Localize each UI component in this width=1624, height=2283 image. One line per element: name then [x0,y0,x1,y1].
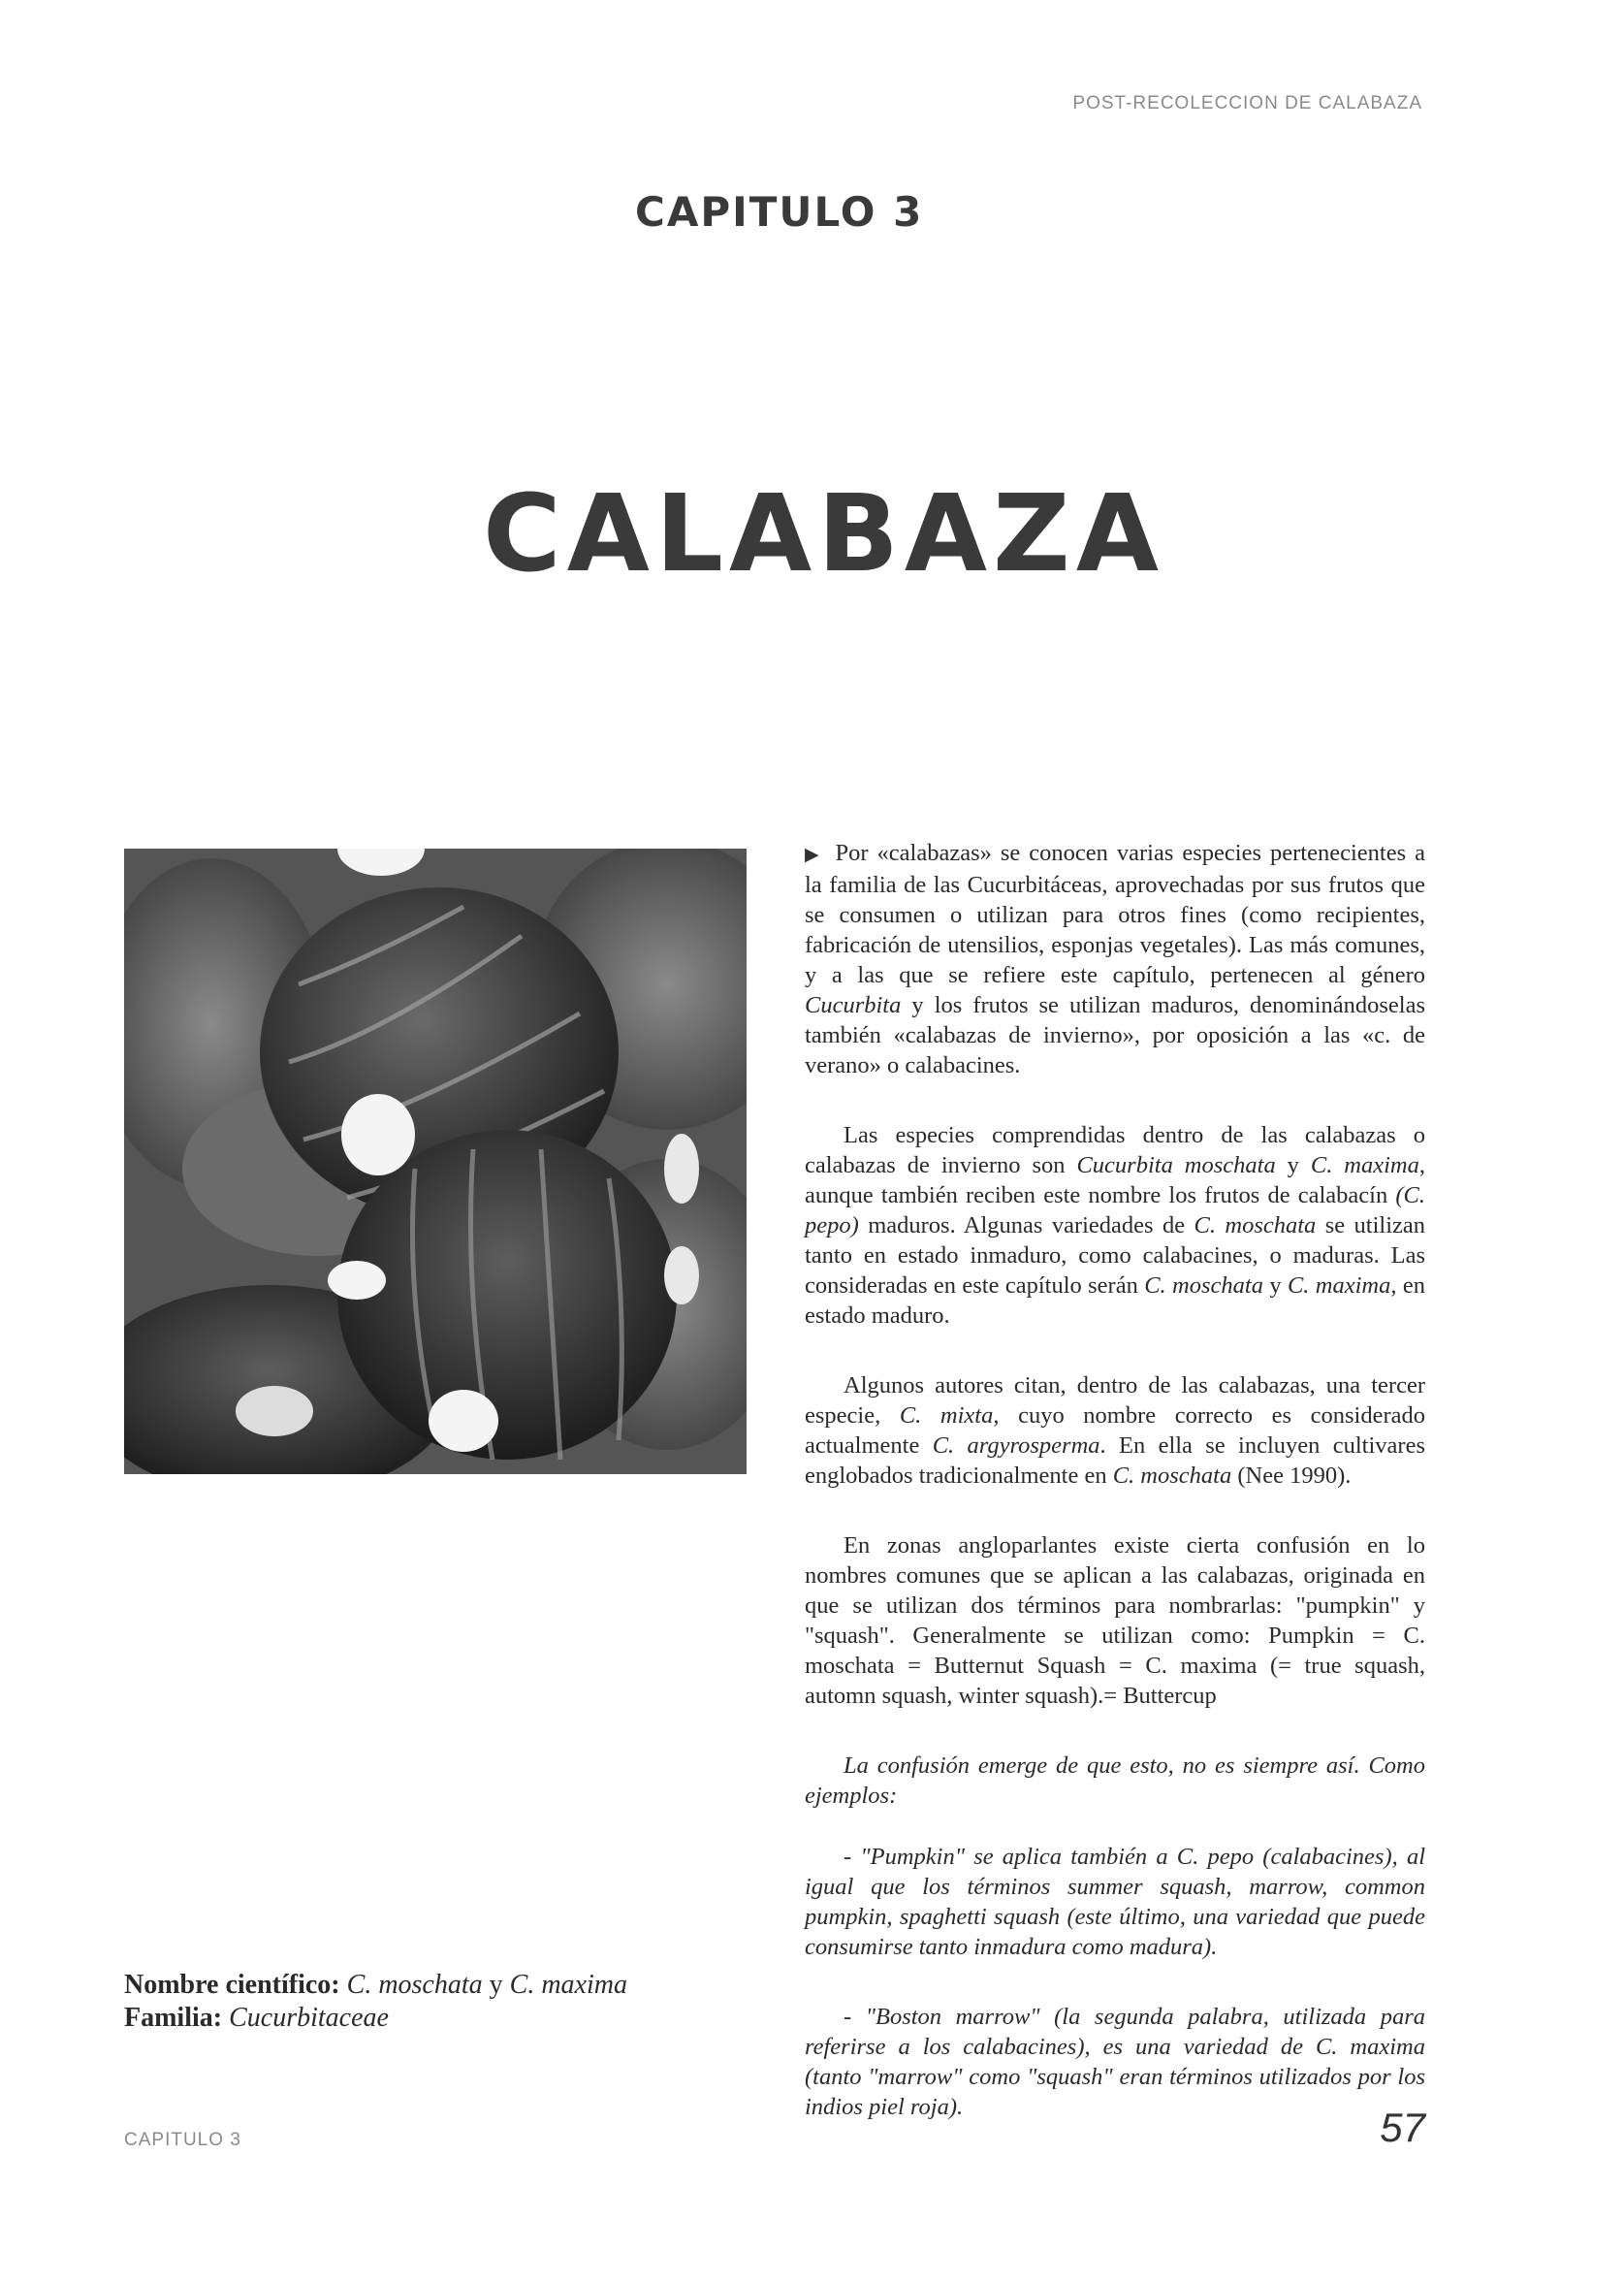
body-text [805,838,1425,2162]
bullet-arrow-icon: ▶ [805,844,822,865]
page-number: 57 [1380,2105,1425,2150]
paragraph-intro: ▶ Por «calabazas» se conocen varias especies pertenecientes a la familia de las Cucurbitáceas, aprovechadas por sus frutos que se consumen o utilizan para otros fines (como recipientes, fabricación de utensilios, esponjas vegetales). Las más comunes, y a las que se refiere este capítulo, pertenecen al género Cucurbita y los frutos se utilizan maduros, denominándoselas también «calabazas de invierno», por oposición a las «c. de verano» o calabacines. [805,840,1425,1078]
page-title: CALABAZA [483,471,1164,595]
running-head: POST-RECOLECCION DE CALABAZA [1072,93,1422,113]
footer-chapter: CAPITULO 3 [124,2130,241,2150]
paragraph-example-pumpkin: - "Pumpkin" se aplica también a C. pepo (calabacines), al igual que los términos summer squash, marrow, common pumpkin, spaghetti squash (este último, una variedad que puede consumirse tanto inmadura como madura). [805,1844,1425,1960]
paragraph-third-species: Algunos autores citan, dentro de las calabazas, una tercer especie, C. mixta, cuyo nombre correcto es considerado actualmente C. argyrosperma. En ella se incluyen cultivares englobados tradicionalmente en C. moschata (Nee 1990). [805,1372,1425,1489]
paragraph-confusion: La confusión emerge de que esto, no es siempre así. Como ejemplos: [805,1752,1425,1809]
paragraph-species: Las especies comprendidas dentro de las calabazas o calabazas de invierno son Cucurbita moschata y C. maxima, aunque también reciben este nombre los frutos de calabacín (C. pepo) maduros. Algunas variedades de C. moschata se utilizan tanto en estado inmaduro, como calabacines, o maduras. Las consideradas en este capítulo serán C. moschata y C. maxima, en estado maduro. [805,1122,1425,1329]
paragraph-common-names: En zonas angloparlantes existe cierta confusión en lo nombres comunes que se aplican a las calabazas, originada en que se utilizan dos términos para nombrarlas: "pumpkin" y "squash". Generalmente se utilizan como: Pumpkin = C. moschata = Butternut Squash = C. maxima (= true squash, automn squash, winter squash).= Buttercup [805,1532,1425,1709]
chapter-heading: CAPITULO 3 [635,188,924,236]
scientific-name-line: Nombre científico: C. moschata y C. maxima [124,1970,627,2000]
species-info [124,1969,627,2035]
squash-photo [124,849,747,1474]
family-line: Familia: Cucurbitaceae [124,2003,389,2033]
paragraph-example-boston: - "Boston marrow" (la segunda palabra, utilizada para referirse a los calabacines), es una variedad de C. maxima (tanto "marrow" como "squash" eran términos utilizados por los indios piel roja). [805,2004,1425,2120]
